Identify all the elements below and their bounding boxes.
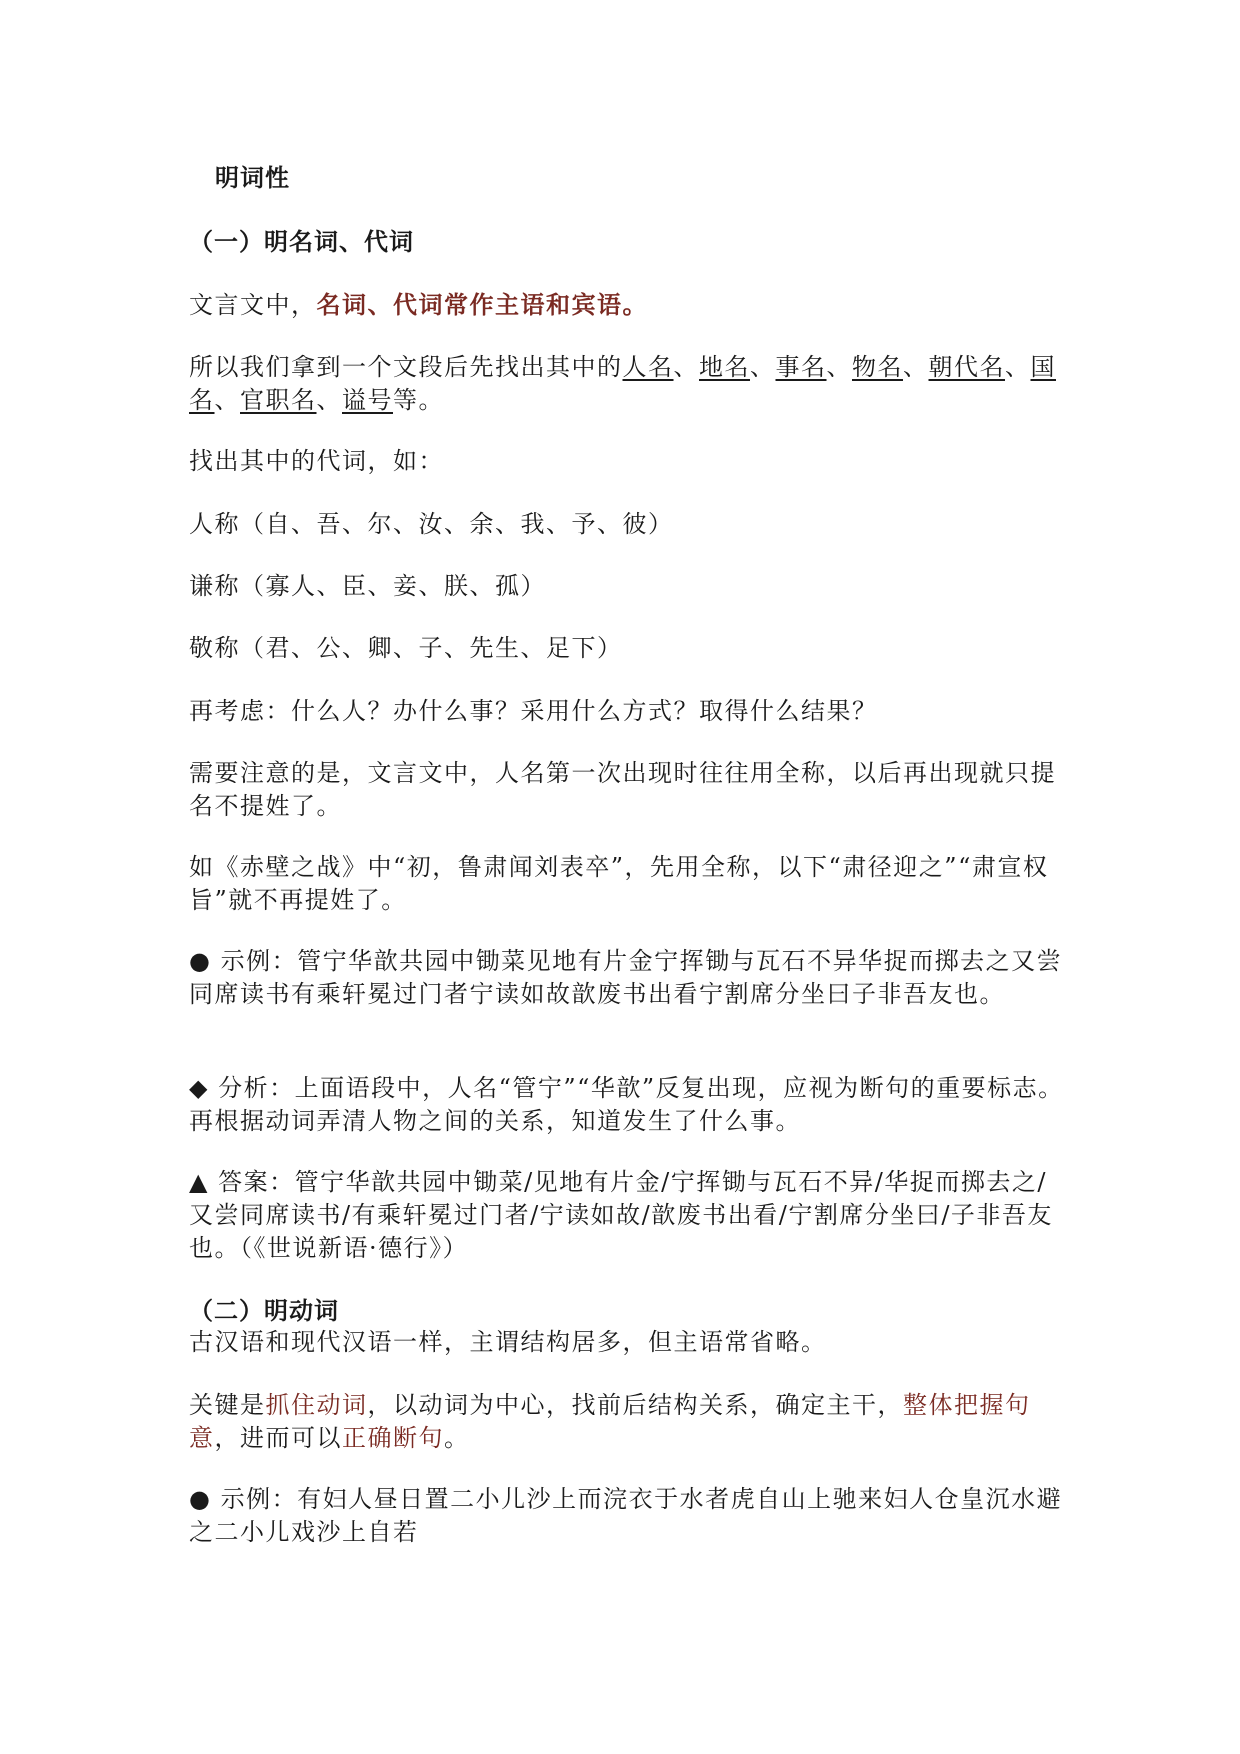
name-type-dynasty: 朝代名 — [928, 353, 1005, 381]
separator: 、 — [214, 386, 240, 414]
pronoun-humble: 谦称（寡人、臣、妾、朕、孤） — [189, 572, 546, 600]
section2-paragraph-1: 古汉语和现代汉语一样，主谓结构居多，但主语常省略。 — [189, 1328, 827, 1356]
p2-text-e: ，进而可以 — [214, 1424, 342, 1452]
section1-example: ● 示例：管宁华歆共园中锄菜见地有片金宁挥锄与瓦石不异华捉而掷去之又尝同席读书有乘轩冕过门者宁读如故歆废书出看宁割席分坐曰子非吾友也。 — [189, 947, 1063, 1008]
p1-emphasis: 名词、代词常作主语和宾语。 — [316, 291, 648, 319]
p2-text-c: ，以动词为中心，找前后结构关系，确定主干， — [367, 1391, 903, 1419]
name-type-state: 国名 — [189, 353, 1056, 414]
section1-paragraph-3: 找出其中的代词，如： — [189, 447, 444, 475]
section1-paragraph-7: 再考虑：什么人？办什么事？采用什么方式？取得什么结果？ — [189, 697, 878, 725]
name-type-official: 官职名 — [240, 386, 317, 414]
separator: 、 — [826, 353, 852, 381]
separator: 、 — [1005, 353, 1031, 381]
separator: 、 — [673, 353, 699, 381]
section1-paragraph-1 — [189, 289, 1069, 322]
name-type-person: 人名 — [622, 353, 674, 381]
name-type-place: 地名 — [699, 353, 750, 381]
p2-text-a: 关键是 — [189, 1391, 266, 1419]
p2-highlight-verb: 抓住动词 — [265, 1391, 368, 1419]
p2-highlight-punctuate: 正确断句 — [342, 1424, 444, 1452]
p2-highlight-meaning: 整体把握句意 — [189, 1391, 1031, 1452]
p2-suffix: 等。 — [393, 386, 444, 414]
separator: 、 — [316, 386, 342, 414]
name-type-posthumous: 谥号 — [342, 386, 393, 414]
section1-paragraph-2 — [189, 351, 1069, 417]
section2-heading: （二）明动词 — [189, 1297, 339, 1325]
section2-example: ● 示例：有妇人昼日置二小儿沙上而浣衣于水者虎自山上驰来妇人仓皇沉水避之二小儿戏沙上自若 — [189, 1485, 1063, 1546]
separator: 、 — [903, 353, 929, 381]
page-title: 明词性 — [215, 164, 290, 192]
name-type-object: 物名 — [852, 353, 903, 381]
separator: 、 — [750, 353, 776, 381]
pronoun-honorific: 敬称（君、公、卿、子、先生、足下） — [189, 634, 623, 662]
section1-paragraph-8: 需要注意的是，文言文中，人名第一次出现时往往用全称，以后再出现就只提名不提姓了。 — [189, 759, 1056, 820]
p2-text-g: 。 — [444, 1424, 470, 1452]
section1-analysis: ◆ 分析：上面语段中，人名“管宁”“华歆”反复出现，应视为断句的重要标志。再根据动词弄清人物之间的关系，知道发生了什么事。 — [189, 1074, 1064, 1135]
p2-prefix: 所以我们拿到一个文段后先找出其中的 — [189, 353, 623, 381]
section1-paragraph-9: 如《赤壁之战》中“初，鲁肃闻刘表卒”，先用全称，以下“肃径迎之”“肃宣权旨”就不再提姓了。 — [189, 853, 1049, 914]
section1-heading: （一）明名词、代词 — [189, 228, 414, 256]
pronoun-personal: 人称（自、吾、尔、汝、余、我、予、彼） — [189, 510, 674, 538]
section1-answer: ▲ 答案：管宁华歆共园中锄菜/见地有片金/宁挥锄与瓦石不异/华捉而掷去之/又尝同席读书/有乘轩冕过门者/宁读如故/歆废书出看/宁割席分坐曰/子非吾友也。（《世说新语·德行》） — [189, 1168, 1053, 1262]
name-type-event: 事名 — [775, 353, 827, 381]
section2-paragraph-2 — [189, 1389, 1069, 1455]
p1-prefix: 文言文中， — [189, 291, 317, 319]
